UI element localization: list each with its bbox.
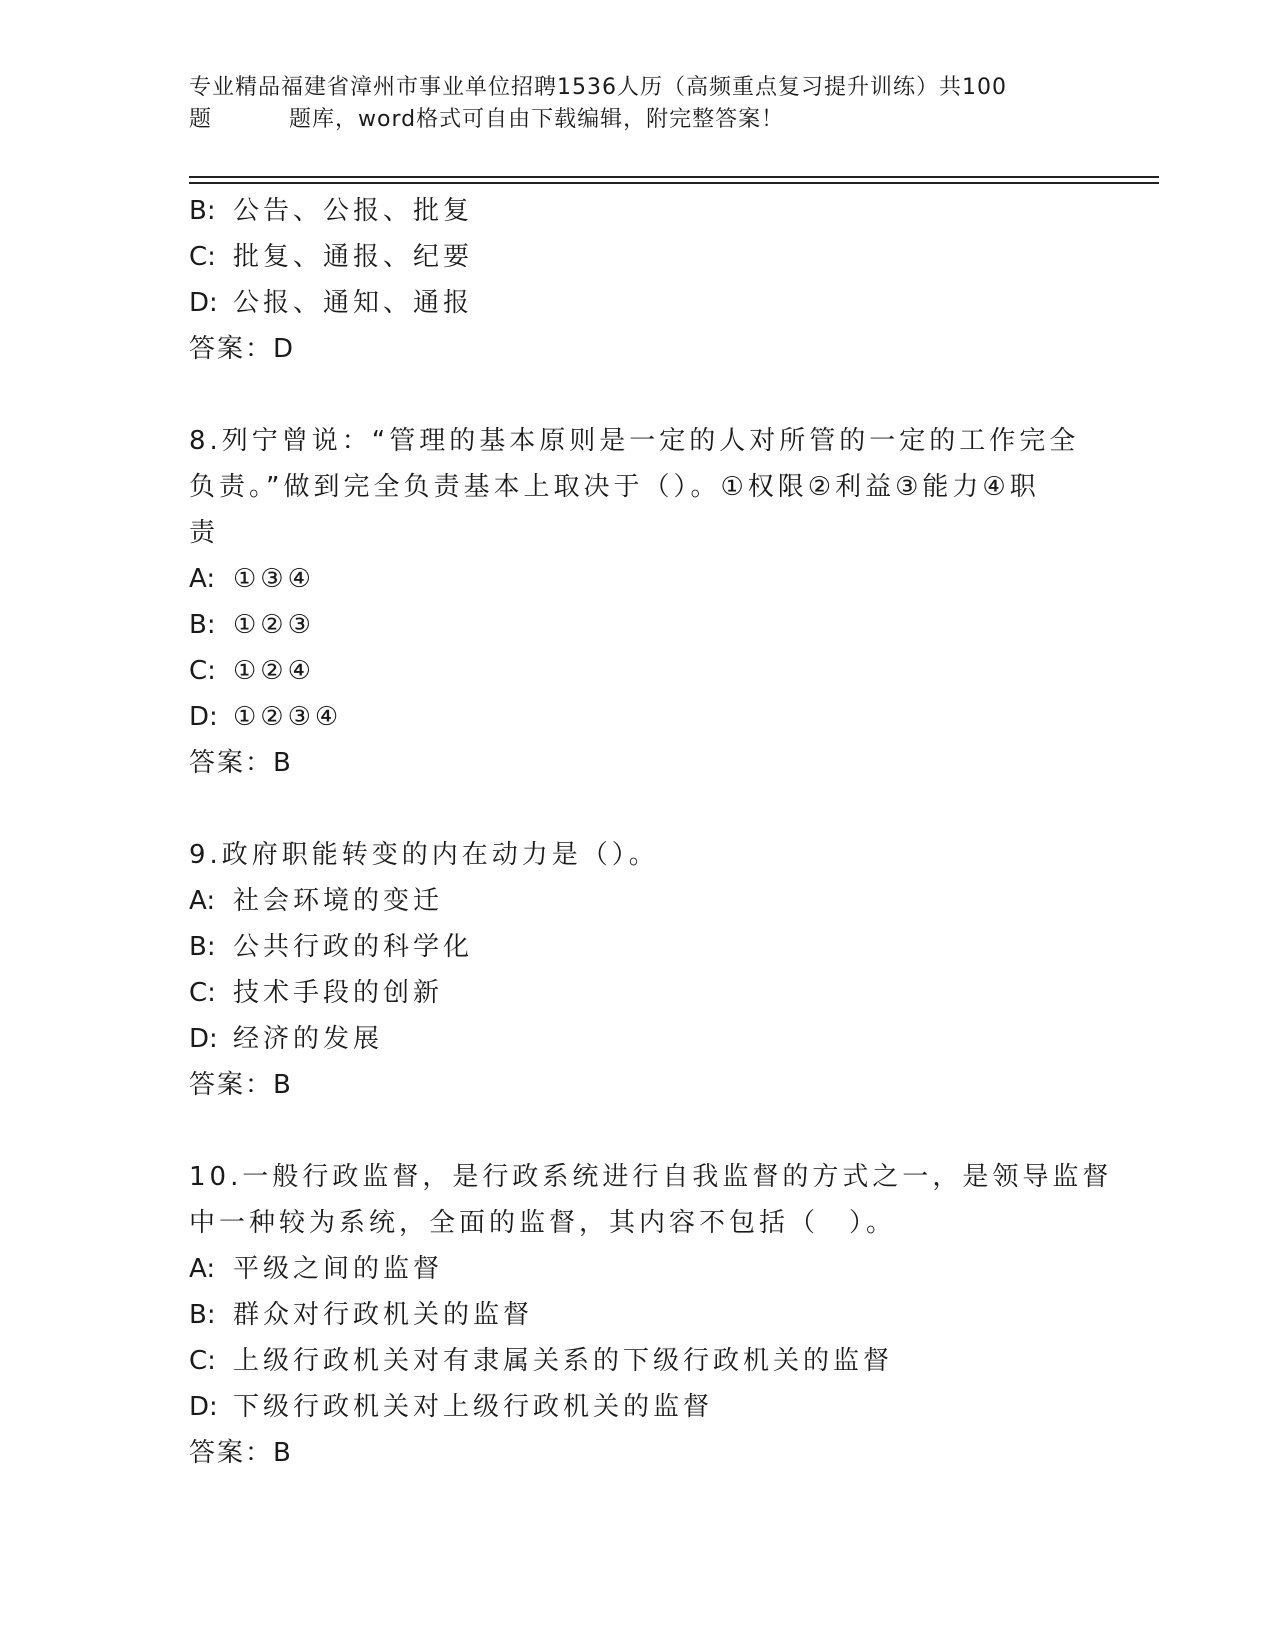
option-b: B: 群众对行政机关的监督 <box>189 1300 534 1330</box>
option-b: B: 公共行政的科学化 <box>189 932 474 962</box>
answer: 答案：B <box>189 748 293 778</box>
header-divider-top <box>189 176 1159 178</box>
question-10 <box>189 1154 1113 1476</box>
question-stem-line: 8.列宁曾说：“管理的基本原则是一定的人对所管的一定的工作完全 <box>189 426 1080 456</box>
question-stem-line: 9.政府职能转变的内在动力是（）。 <box>189 840 659 870</box>
option-a: A: 社会环境的变迁 <box>189 886 444 916</box>
option-a: A: ①③④ <box>189 564 315 594</box>
question-9 <box>189 832 1089 1108</box>
option-d: D: 经济的发展 <box>189 1024 384 1054</box>
question-content <box>189 188 1113 1476</box>
header-line2-text: 题库，word格式可自由下载编辑，附完整答案！ <box>289 107 785 132</box>
question-stem-line: 负责。”做到完全负责基本上取决于（）。①权限②利益③能力④职 <box>189 472 1040 502</box>
option-b: B: ①②③ <box>189 610 315 640</box>
option-d: D: 下级行政机关对上级行政机关的监督 <box>189 1392 714 1422</box>
option-c: C: 技术手段的创新 <box>189 978 444 1008</box>
option-d: D: 公报、通知、通报 <box>189 288 474 318</box>
question-stem-line: 责 <box>189 518 220 548</box>
option-d: D: ①②③④ <box>189 702 343 732</box>
header-divider-bottom <box>189 182 1159 184</box>
question-stem-line: 中一种较为系统，全面的监督，其内容不包括（ ）。 <box>189 1208 897 1238</box>
spacer <box>189 372 1089 418</box>
spacer <box>189 786 1089 832</box>
answer: 答案：B <box>189 1438 293 1468</box>
answer: 答案：B <box>189 1070 293 1100</box>
header-line2-prefix: 题 <box>189 107 213 132</box>
spacer <box>189 1108 1089 1154</box>
option-a: A: 平级之间的监督 <box>189 1254 444 1284</box>
question-7-continued <box>189 188 1089 372</box>
question-8 <box>189 418 1089 786</box>
option-c: C: 上级行政机关对有隶属关系的下级行政机关的监督 <box>189 1346 894 1376</box>
option-c: C: ①②④ <box>189 656 315 686</box>
header-title-line2 <box>189 104 1089 136</box>
page-header <box>189 72 1089 136</box>
header-title-line1: 专业精品福建省漳州市事业单位招聘1536人历（高频重点复习提升训练）共100 <box>189 75 1007 100</box>
option-b: B: 公告、公报、批复 <box>189 196 474 226</box>
option-c: C: 批复、通报、纪要 <box>189 242 474 272</box>
answer: 答案：D <box>189 334 296 364</box>
question-stem-line: 10.一般行政监督，是行政系统进行自我监督的方式之一，是领导监督 <box>189 1162 1113 1192</box>
